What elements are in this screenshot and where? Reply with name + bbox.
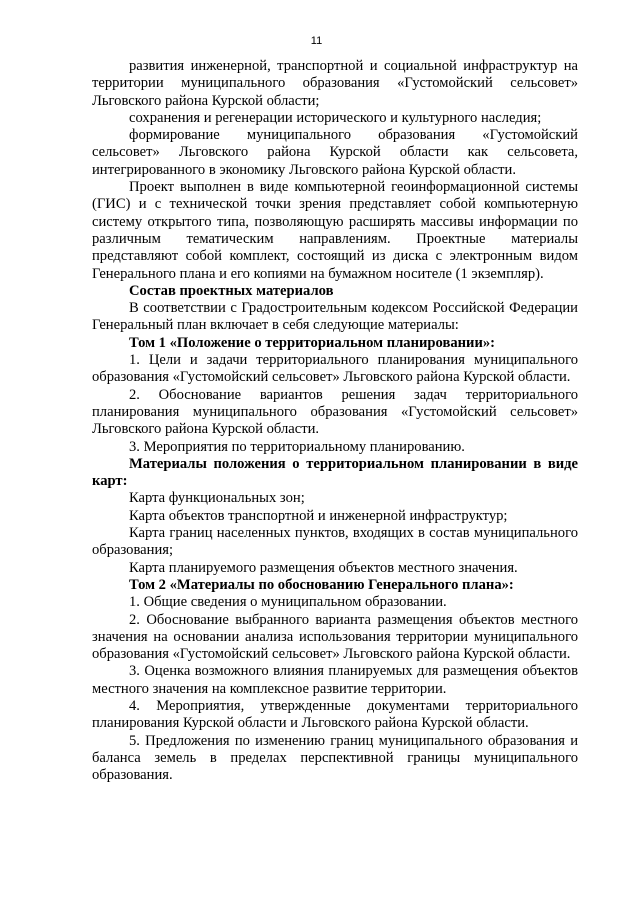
list-item: 5. Предложения по изменению границ муниципального образования и баланса земель в пределах перспективной границы муниципального образования.: [92, 732, 578, 784]
paragraph: Проект выполнен в виде компьютерной геоинформационной системы (ГИС) и с технической точки зрения представляет собой компьютерную систему открытого типа, позволяющую расширять массивы информации по различным тематическим направлениям. Проектные материалы представляют собой комплект, состоящий из диска с электронным видом Генерального плана и его копиями на бумажном носителе (1 экземпляр).: [92, 179, 578, 282]
volume-heading: [92, 335, 578, 352]
map-item: Карта функциональных зон;: [129, 490, 305, 507]
paragraph: формирование муниципального образования «Густомойский сельсовет» Льговского района Курской области как сельсовета, интегрированного в экономику Льговского района Курской области.: [92, 127, 578, 178]
section-heading-text: Состав проектных материалов: [129, 282, 334, 299]
paragraph: В соответствии с Градостроительным кодексом Российской Федерации Генеральный план включает в себя следующие материалы:: [92, 300, 578, 334]
maps-heading-text: Материалы положения о территориальном планировании в виде карт:: [92, 455, 578, 490]
volume-heading: [92, 577, 578, 594]
page-number: 11: [310, 35, 323, 47]
section-heading: [92, 283, 578, 300]
maps-heading: [92, 456, 578, 491]
list-item: 3. Мероприятия по территориальному планированию.: [129, 438, 465, 455]
map-item: Карта планируемого размещения объектов местного значения.: [129, 559, 518, 576]
map-item: Карта границ населенных пунктов, входящих в состав муниципального образования;: [92, 525, 578, 559]
list-item: 2. Обоснование выбранного варианта размещения объектов местного значения на основании анализа использования территории муниципального образования «Густомойский сельсовет» Льговского района Курской области.: [92, 611, 578, 663]
paragraph: развития инженерной, транспортной и социальной инфраструктур на территории муниципального образования «Густомойский сельсовет» Льговского района Курской области;: [92, 58, 578, 109]
paragraph: сохранения и регенерации исторического и культурного наследия;: [129, 109, 542, 126]
volume-heading-text: Том 1 «Положение о территориальном планировании»:: [129, 334, 496, 351]
map-item: Карта объектов транспортной и инженерной инфраструктур;: [129, 507, 508, 524]
list-item: 3. Оценка возможного влияния планируемых для размещения объектов местного значения на комплексное развитие территории.: [92, 663, 578, 697]
list-item: 1. Общие сведения о муниципальном образовании.: [129, 594, 447, 611]
list-item: 1. Цели и задачи территориального планирования муниципального образования «Густомойский сельсовет» Льговского района Курской области.: [92, 352, 578, 386]
volume-heading-text: Том 2 «Материалы по обоснованию Генерального плана»:: [129, 576, 514, 593]
document-body: [92, 58, 578, 784]
list-item: 2. Обоснование вариантов решения задач территориального планирования муниципального образования «Густомойский сельсовет» Льговского района Курской области.: [92, 386, 578, 438]
list-item: 4. Мероприятия, утвержденные документами территориального планирования Курской области и Льговского района Курской области.: [92, 697, 578, 732]
